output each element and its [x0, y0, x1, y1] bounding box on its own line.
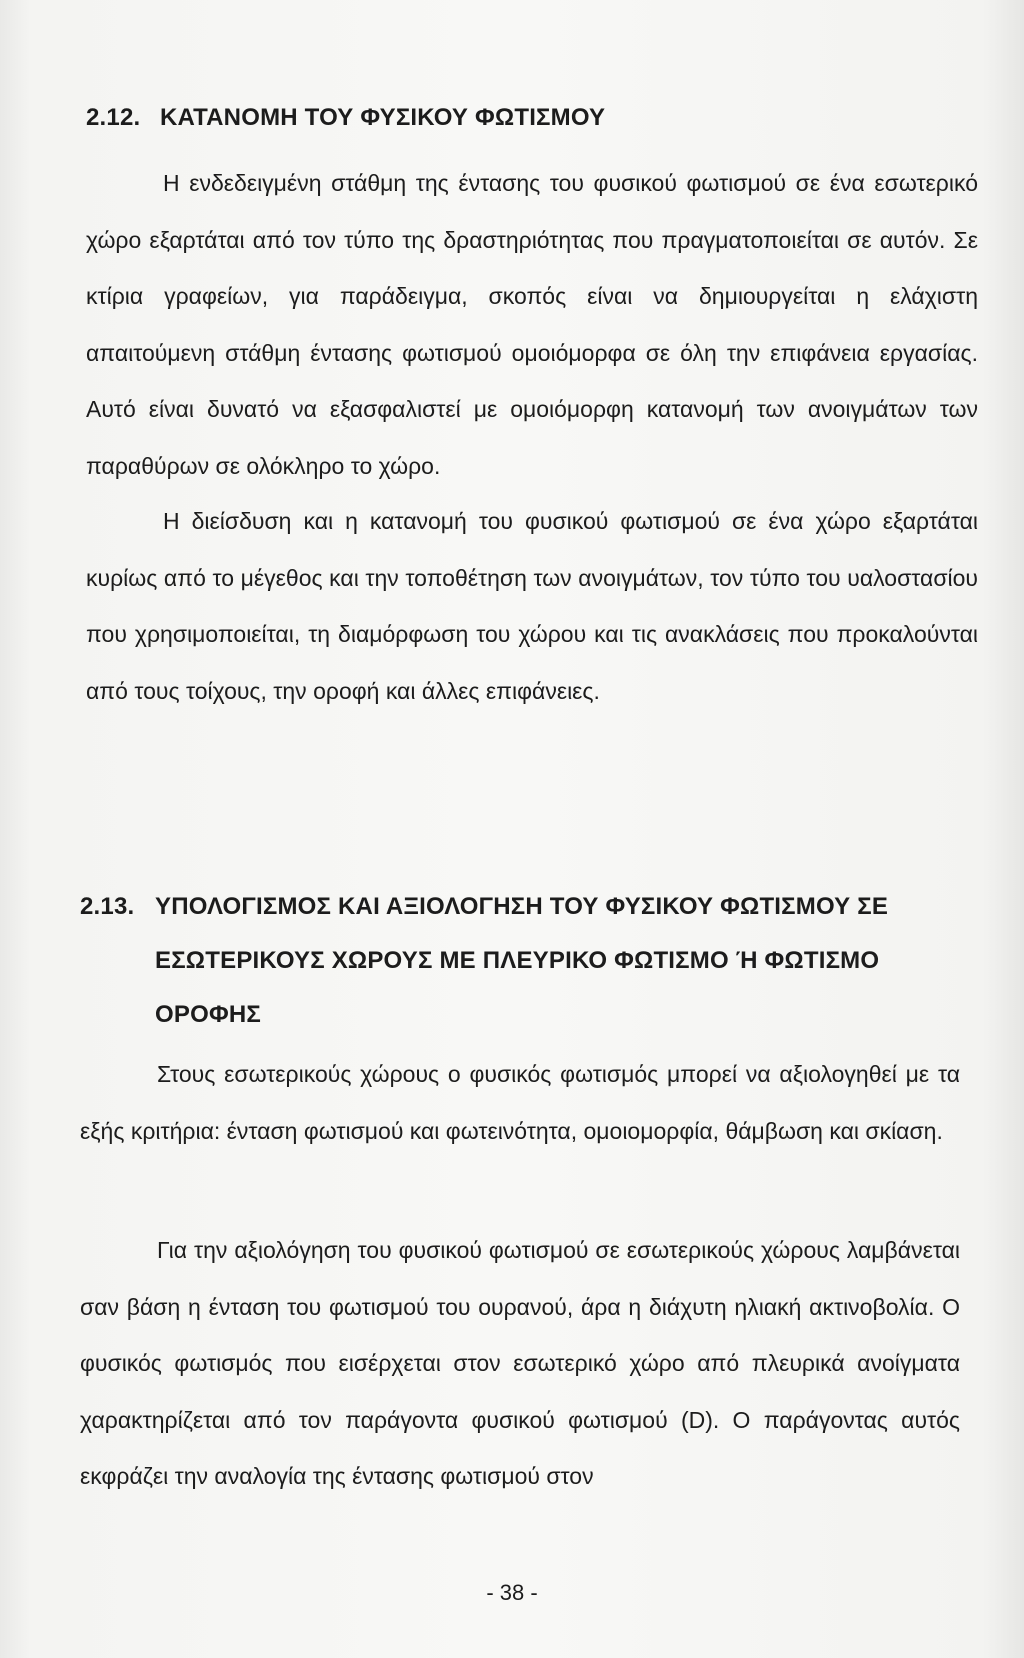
section-heading-2-12 — [86, 104, 605, 132]
section-number: 2.12. — [86, 104, 141, 131]
paragraph-light-penetration: Η διείσδυση και η κατανομή του φυσικού φωτισμού σε ένα χώρο εξαρτάται κυρίως από το μέγεθος και την τοποθέτηση των ανοιγμάτων, τον τύπο του υαλοστασίου που χρησιμοποιείται, τη διαμόρφωση του χώρου και τις ανακλάσεις που προκαλούνται από τους τοίχους, την οροφή και άλλες επιφάνειες. — [86, 508, 978, 704]
paragraph-evaluation-criteria: Στους εσωτερικούς χώρους ο φυσικός φωτισμός μπορεί να αξιολογηθεί με τα εξής κριτήρια: ένταση φωτισμού και φωτεινότητα, ομοιομορφία, θάμβωση και σκίαση. — [80, 1061, 960, 1144]
section-heading-2-13 — [80, 893, 960, 1042]
paragraph-lighting-level: Η ενδεδειγμένη στάθμη της έντασης του φυσικού φωτισμού σε ένα εσωτερικό χώρο εξαρτάται από τον τύπο της δραστηριότητας που πραγματοποιείται σε αυτόν. Σε κτίρια γραφείων, για παράδειγμα, σκοπός είναι να δημιουργείται η ελάχιστη απαιτούμενη στάθμη έντασης φωτισμού ομοιόμορφα σε όλη την επιφάνεια εργασίας. Αυτό είναι δυνατό να εξασφαλιστεί με ομοιόμορφη κατανομή των ανοιγμάτων των παραθύρων σε ολόκληρο το χώρο. — [86, 170, 978, 479]
paragraph-daylight-factor: Για την αξιολόγηση του φυσικού φωτισμού σε εσωτερικούς χώρους λαμβάνεται σαν βάση η ένταση του φωτισμού του ουρανού, άρα η διάχυτη ηλιακή ακτινοβολία. Ο φυσικός φωτισμός που εισέρχεται στον εσωτερικό χώρο από πλευρικά ανοίγματα χαρακτηρίζεται από τον παράγοντα φυσικού φωτισμού (D). Ο παράγοντας αυτός εκφράζει την αναλογία της έντασης φωτισμού στον — [80, 1237, 960, 1489]
section-number: 2.13. — [80, 893, 135, 920]
section-title: ΥΠΟΛΟΓΙΣΜΟΣ ΚΑΙ ΑΞΙΟΛΟΓΗΣΗ ΤΟΥ ΦΥΣΙΚΟΥ ΦΩΤΙΣΜΟΥ ΣΕ ΕΣΩΤΕΡΙΚΟΥΣ ΧΩΡΟΥΣ ΜΕ ΠΛΕΥΡΙΚΟ ΦΩΤΙΣΜΟ Ή ΦΩΤΙΣΜΟ ΟΡΟΦΗΣ — [155, 893, 889, 1028]
page-number: - 38 - — [486, 1580, 538, 1605]
section-title: ΚΑΤΑΝΟΜΗ ΤΟΥ ΦΥΣΙΚΟΥ ΦΩΤΙΣΜΟΥ — [160, 104, 606, 131]
